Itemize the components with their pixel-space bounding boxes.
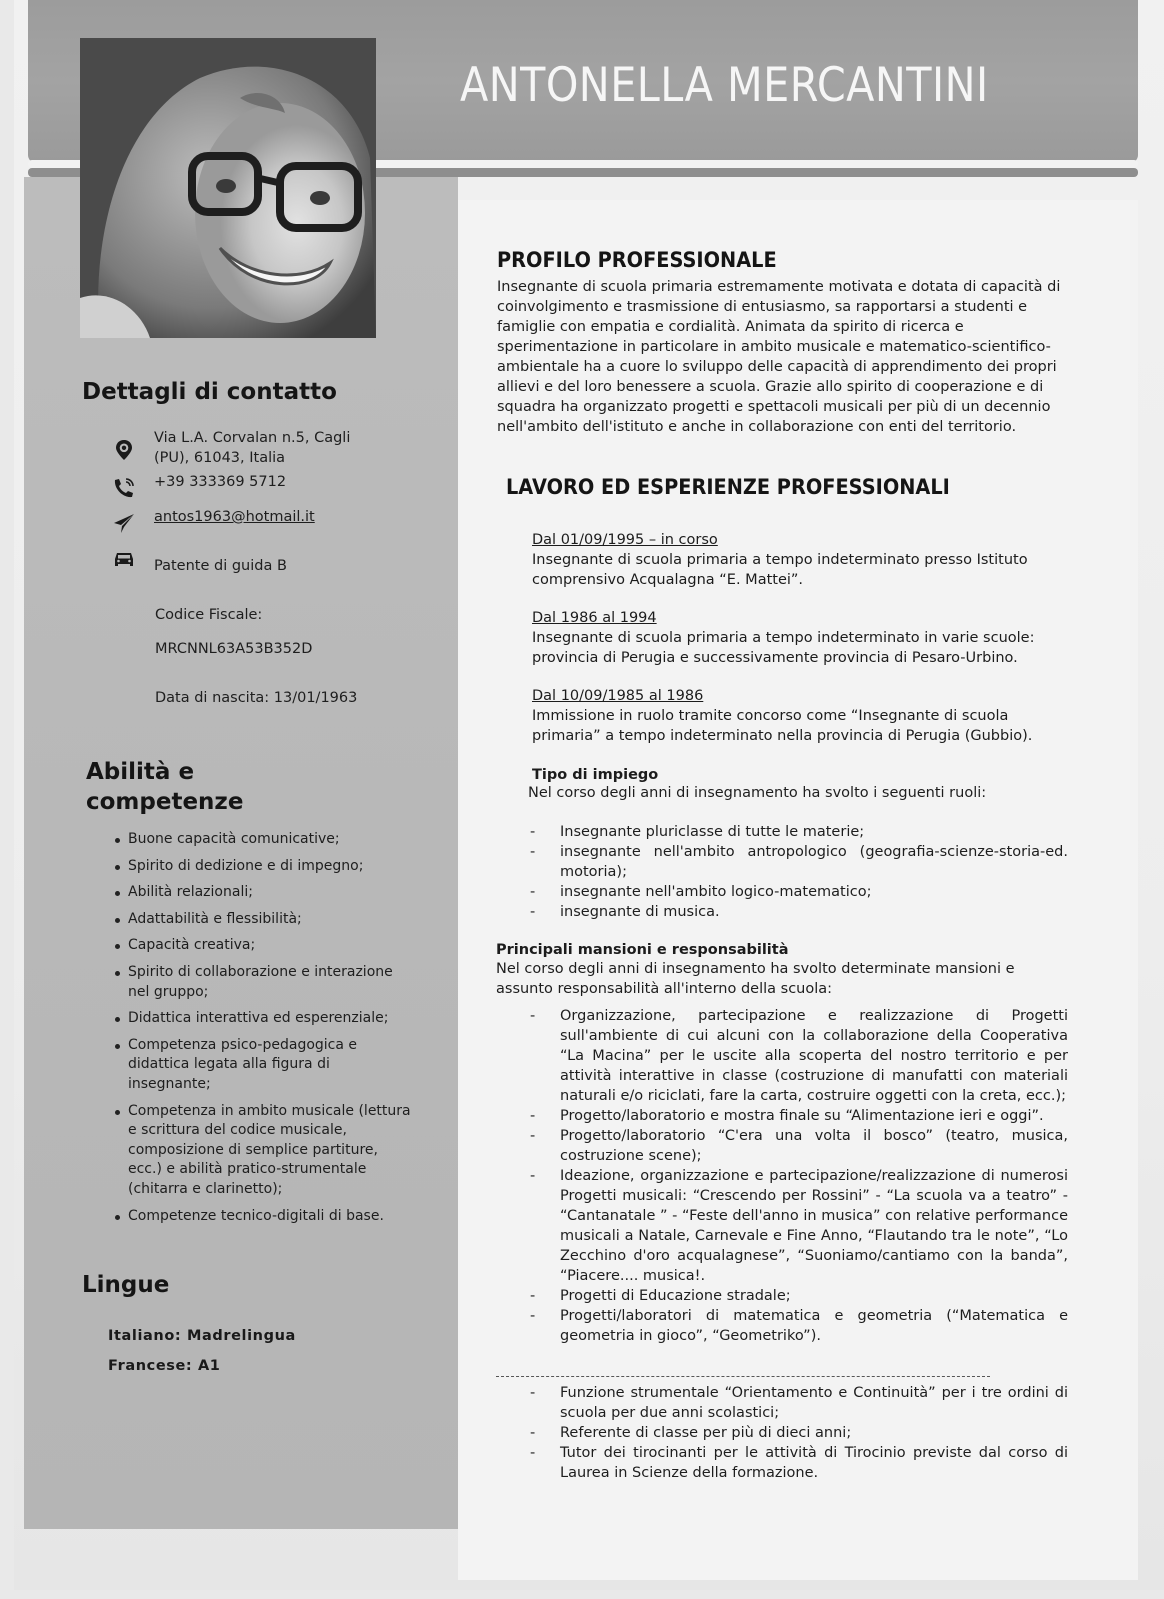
phone-icon xyxy=(112,476,138,502)
employment-type-heading: Tipo di impiego xyxy=(532,767,659,783)
languages-heading: Lingue xyxy=(82,1272,170,1298)
dashed-divider xyxy=(496,1376,990,1377)
license-text: Patente di guida B xyxy=(154,558,287,574)
experience-heading: LAVORO ED ESPERIENZE PROFESSIONALI xyxy=(506,475,950,499)
job-entry xyxy=(532,530,1072,590)
duty-item: - Organizzazione, partecipazione e realizzazione di Progetti sull'ambiente di cui alcuni con la collaborazione della Cooperativa “La Macina” per le uscite alla scoperta del nostro territorio e per attività interattive in classe (costruzione di manufatti con materiali naturali e/o riciclati, fare la carta, costruire oggetti con la creta, ecc.); xyxy=(528,1006,1068,1106)
email-link[interactable]: antos1963@hotmail.it xyxy=(154,509,315,525)
job-date: Dal 1986 al 1994 xyxy=(532,610,657,626)
job-description: Immissione in ruolo tramite concorso come “Insegnante di scuola primaria” a tempo indeterminato nella provincia di Perugia (Gubbio). xyxy=(532,708,1033,744)
skill-item: Capacità creativa; xyxy=(112,936,412,956)
duty-item: - Ideazione, organizzazione e partecipazione/realizzazione di numerosi Progetti musicali: “Crescendo per Rossini” - “La scuola va a teatro” - “Cantanatale ” - “Feste dell'anno in musica” con relative performance musicali a Natale, Carnevale e Fine Anno, “Flautando tra le note”, “Lo Zecchino d'oro acqualagnese”, “Suoniamo/cantiamo con la banda”, “Piacere.... musica!. xyxy=(528,1166,1068,1286)
duty-item: - Funzione strumentale “Orientamento e Continuità” per i tre ordini di scuola per due anni scolastici; xyxy=(528,1383,1068,1423)
job-date: Dal 10/09/1985 al 1986 xyxy=(532,688,704,704)
duty-item: - Progetto/laboratorio “C'era una volta il bosco” (teatro, musica, costruzione scene); xyxy=(528,1126,1068,1166)
skills-heading: Abilità e competenze xyxy=(86,759,244,815)
skill-item: Spirito di dedizione e di impegno; xyxy=(112,857,412,877)
duties-list xyxy=(528,1006,1068,1346)
skill-item: Competenza psico-pedagogica e didattica legata alla figura di insegnante; xyxy=(112,1036,412,1095)
duties-intro: Nel corso degli anni di insegnamento ha svolto determinate mansioni e assunto responsabilità all'interno della scuola: xyxy=(496,961,1015,997)
skills-list xyxy=(112,830,412,1233)
phone-number[interactable]: +39 333369 5712 xyxy=(154,474,287,490)
job-description: Insegnante di scuola primaria a tempo indeterminato presso Istituto comprensivo Acqualagna “E. Mattei”. xyxy=(532,552,1028,588)
contact-license xyxy=(112,548,384,576)
contact-heading: Dettagli di contatto xyxy=(82,379,337,405)
employment-type-intro: Nel corso degli anni di insegnamento ha svolto i seguenti ruoli: xyxy=(528,785,987,801)
duties-heading: Principali mansioni e responsabilità xyxy=(496,942,789,958)
skill-item: Competenza in ambito musicale (lettura e scrittura del codice musicale, composizione di semplice partiture, ecc.) e abilità pratico-strumentale (chitarra e clarinetto); xyxy=(112,1102,412,1200)
role-item: - insegnante di musica. xyxy=(528,902,1068,922)
duty-item: - Progetti/laboratori di matematica e geometria (“Matematica e geometria in gioco”, “Geometriko”). xyxy=(528,1306,1068,1346)
portrait-illustration xyxy=(80,38,376,338)
job-entry xyxy=(532,686,1072,746)
contact-address xyxy=(112,428,384,468)
role-item: - Insegnante pluriclasse di tutte le materie; xyxy=(528,822,1068,842)
job-date: Dal 01/09/1995 – in corso xyxy=(532,532,718,548)
profile-photo xyxy=(80,38,376,338)
address-text: Via L.A. Corvalan n.5, Cagli (PU), 61043, Italia xyxy=(154,430,351,466)
language-item: Francese: A1 xyxy=(108,1358,221,1374)
tax-code-label: Codice Fiscale: xyxy=(155,607,263,623)
contact-email xyxy=(112,507,384,537)
candidate-name: ANTONELLA MERCANTINI xyxy=(460,58,989,113)
job-description: Insegnante di scuola primaria a tempo indeterminato in varie scuole: provincia di Perugia e successivamente provincia di Pesaro-Urbino. xyxy=(532,630,1035,666)
contact-phone xyxy=(112,472,384,502)
skill-item: Adattabilità e flessibilità; xyxy=(112,910,412,930)
duty-item: - Progetti di Educazione stradale; xyxy=(528,1286,1068,1306)
birth-date: Data di nascita: 13/01/1963 xyxy=(155,690,358,706)
paper-plane-icon xyxy=(112,511,138,537)
duties-list-continued xyxy=(528,1383,1068,1483)
skill-item: Abilità relazionali; xyxy=(112,883,412,903)
job-entry xyxy=(532,608,1072,668)
role-item: - insegnante nell'ambito antropologico (geografia-scienze-storia-ed. motoria); xyxy=(528,842,1068,882)
duty-item: - Referente di classe per più di dieci anni; xyxy=(528,1423,1068,1443)
role-item: - insegnante nell'ambito logico-matematico; xyxy=(528,882,1068,902)
car-icon xyxy=(112,548,138,574)
duty-item: - Tutor dei tirocinanti per le attività di Tirocinio previste dal corso di Laurea in Scienze della formazione. xyxy=(528,1443,1068,1483)
skill-item: Buone capacità comunicative; xyxy=(112,830,412,850)
location-pin-icon xyxy=(112,438,138,464)
skill-item: Didattica interattiva ed esperenziale; xyxy=(112,1009,412,1029)
profile-text: Insegnante di scuola primaria estremamente motivata e dotata di capacità di coinvolgimento e trasmissione di entusiasmo, sa rapportarsi a studenti e famiglie con empatia e cordialità. Animata da spirito di ricerca e sperimentazione in particolare in ambito musicale e matematico-scientifico-ambientale ha a cuore lo sviluppo delle capacità di apprendimento dei propri allievi e del loro benessere a scuola. Grazie allo spirito di cooperazione e di squadra ha organizzato progetti e spettacoli musicali per più di un decennio nell'ambito dell'istituto e anche in collaborazione con enti del territorio. xyxy=(497,279,1061,435)
language-item: Italiano: Madrelingua xyxy=(108,1328,296,1344)
profile-heading: PROFILO PROFESSIONALE xyxy=(497,248,777,272)
skill-item: Spirito di collaborazione e interazione nel gruppo; xyxy=(112,963,412,1002)
roles-list xyxy=(528,822,1068,922)
tax-code-value: MRCNNL63A53B352D xyxy=(155,641,313,657)
skill-item: Competenze tecnico-digitali di base. xyxy=(112,1207,412,1227)
duty-item: - Progetto/laboratorio e mostra finale su “Alimentazione ieri e oggi”. xyxy=(528,1106,1068,1126)
